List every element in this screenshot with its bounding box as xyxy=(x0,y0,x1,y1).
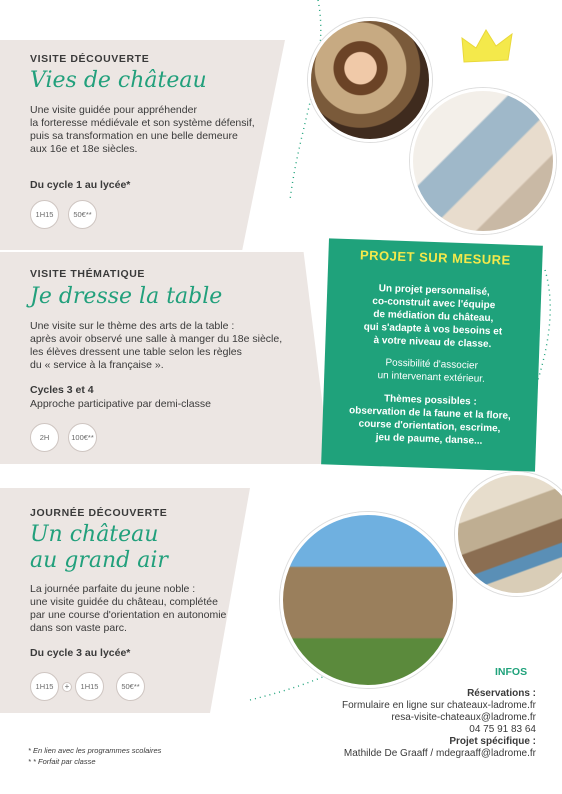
section1-level: Du cycle 1 au lycée* xyxy=(30,179,131,191)
photo-chateau-outdoor xyxy=(280,512,456,688)
duration-badge: 1H15 xyxy=(30,200,59,229)
section3-title-line1: Un château xyxy=(30,522,159,547)
price-badge: 100€** xyxy=(68,423,97,452)
photo-archery-child xyxy=(308,18,432,142)
infos-website[interactable]: Formulaire en ligne sur chateaux-ladrome.fr xyxy=(342,700,536,711)
infos-phone[interactable]: 04 75 91 83 64 xyxy=(469,724,536,735)
price-badge: 50€** xyxy=(68,200,97,229)
duration-badge: 1H15 xyxy=(30,672,59,701)
price-badge: 50€** xyxy=(116,672,145,701)
section3-title-line2: au grand air xyxy=(30,548,168,573)
photo-children-hall xyxy=(455,472,562,596)
section2-kicker: VISITE THÉMATIQUE xyxy=(30,268,146,280)
crown-icon xyxy=(458,24,518,68)
reservations-label: Réservations : xyxy=(467,688,536,699)
section1-body: Une visite guidée pour appréhender la forteresse médiévale et son système défensif, puis sa transformation en une belle demeure aux 16e et 18e siècles. xyxy=(30,104,255,155)
footnote-2: * * Forfait par classe xyxy=(28,757,96,766)
photo-card-game xyxy=(410,88,556,234)
section2-body: Une visite sur le thème des arts de la table : après avoir observé une salle à manger du 18e siècle, les élèves dressent une table selon les règles du « service à la française ». xyxy=(30,320,283,371)
section2-level: Cycles 3 et 4 xyxy=(30,384,94,396)
section3-level: Du cycle 3 au lycée* xyxy=(30,647,131,659)
section2-sub: Approche participative par demi-classe xyxy=(30,398,211,410)
projet-label: Projet spécifique : xyxy=(449,736,536,747)
sur-mesure-intervenant: Possibilité d'associer un intervenant extérieur. xyxy=(377,357,486,385)
sur-mesure-themes: Thèmes possibles : observation de la faune et la flore, course d'orientation, escrime, jeu de paume, danse... xyxy=(348,393,511,447)
infos-title: INFOS xyxy=(495,666,528,678)
sur-mesure-intro: Un projet personnalisé, co-construit avec l'équipe de médiation du château, qui s'adapte à vos besoins et à votre niveau de classe. xyxy=(363,283,503,351)
footnote-1: * En lien avec les programmes scolaires xyxy=(28,746,162,755)
infos-contact[interactable]: Mathilde De Graaff / mdegraaff@ladrome.fr xyxy=(343,748,536,759)
projet-sur-mesure-box xyxy=(321,238,543,471)
section3-body: La journée parfaite du jeune noble : une visite guidée du château, complétée par une course d'orientation en autonomie dans son vaste parc. xyxy=(30,583,227,634)
infos-block xyxy=(236,688,536,760)
duration-badge: 1H15 xyxy=(75,672,104,701)
section3-kicker: JOURNÉE DÉCOUVERTE xyxy=(30,507,168,519)
section1-kicker: VISITE DÉCOUVERTE xyxy=(30,53,150,65)
sur-mesure-title: PROJET SUR MESURE xyxy=(359,247,512,268)
section1-title: Vies de château xyxy=(30,68,207,93)
infos-email-resa[interactable]: resa-visite-chateaux@ladrome.fr xyxy=(391,712,536,723)
section2-title: Je dresse la table xyxy=(30,284,223,309)
plus-icon: + xyxy=(62,682,72,692)
duration-badge: 2H xyxy=(30,423,59,452)
